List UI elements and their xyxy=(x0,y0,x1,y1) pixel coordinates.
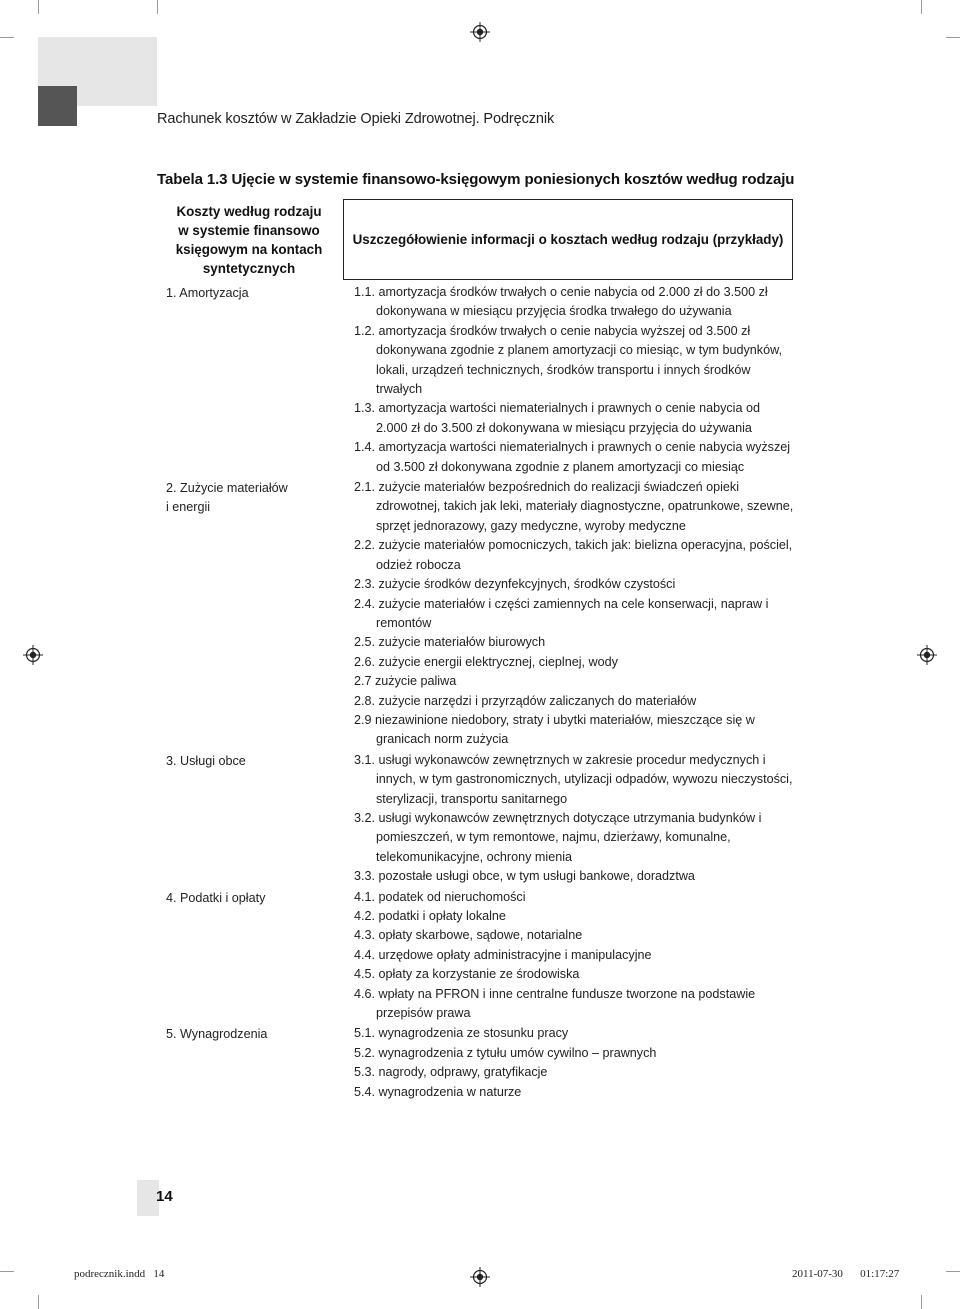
cost-details xyxy=(354,888,794,1024)
detail-item: 5.2. wynagrodzenia z tytułu umów cywilno – prawnych xyxy=(354,1045,657,1060)
cost-details xyxy=(354,478,794,750)
detail-item: 5.4. wynagrodzenia w naturze xyxy=(354,1084,522,1099)
detail-item: 1.2. amortyzacja środków trwałych o cenie nabycia wyższej od 3.500 zł dokonywana zgodnie z planem amortyzacji co miesiąc, w tym budynków, lokali, urządzeń technicznych, środków transportu i innych środków trwałych xyxy=(354,323,782,397)
table-header xyxy=(157,199,793,280)
crop-mark xyxy=(0,37,14,38)
table-row xyxy=(166,888,796,1024)
slug-file: podrecznik.indd 14 xyxy=(74,1268,165,1280)
cost-category: 1. Amortyzacja xyxy=(166,286,249,300)
table-title: Tabela 1.3 Ujęcie w systemie finansowo-księgowym poniesionych kosztów według rodzaju xyxy=(157,171,795,188)
cost-category: 2. Zużycie materiałów i energii xyxy=(166,481,288,515)
cost-category: 3. Usługi obce xyxy=(166,753,246,768)
corner-block-dark xyxy=(38,86,77,126)
detail-item: 2.1. zużycie materiałów bezpośrednich do realizacji świadczeń opieki zdrowotnej, takich jak leki, materiały diagnostyczne, opatrunkowe, szewne, sprzęt jednorazowy, gazy medyczne, wyroby medyczne xyxy=(354,480,794,533)
cost-category: 4. Podatki i opłaty xyxy=(166,890,266,905)
table-row xyxy=(166,478,796,750)
registration-mark-icon xyxy=(470,1267,490,1287)
cost-details xyxy=(354,1024,794,1102)
detail-item: 1.3. amortyzacja wartości niematerialnych i prawnych o cenie nabycia od 2.000 zł do 3.500 zł dokonywana w miesiącu przyjęcia do używania xyxy=(354,401,760,435)
detail-item: 1.1. amortyzacja środków trwałych o cenie nabycia od 2.000 zł do 3.500 zł dokonywana w miesiącu przyjęcia środka trwałego do używania xyxy=(354,285,768,319)
running-header: Rachunek kosztów w Zakładzie Opieki Zdrowotnej. Podręcznik xyxy=(157,111,555,127)
table-row xyxy=(166,751,796,887)
cost-category: 5. Wynagrodzenia xyxy=(166,1027,268,1042)
column-header-cost-types: Koszty według rodzaju w systemie finansowo księgowym na kontach syntetycznych xyxy=(175,203,323,276)
detail-item: 3.3. pozostałe usługi obce, w tym usługi bankowe, doradztwa xyxy=(354,869,695,884)
detail-item: 2.2. zużycie materiałów pomocniczych, takich jak: bielizna operacyjna, pościel, odzież robocza xyxy=(354,538,793,572)
detail-item: 2.5. zużycie materiałów biurowych xyxy=(354,635,546,650)
crop-mark xyxy=(946,1271,960,1272)
table-body xyxy=(166,283,796,1103)
detail-item: 5.3. nagrody, odprawy, gratyfikacje xyxy=(354,1065,548,1080)
crop-mark xyxy=(946,37,960,38)
detail-item: 4.2. podatki i opłaty lokalne xyxy=(354,909,506,923)
detail-item: 1.4. amortyzacja wartości niematerialnych i prawnych o cenie nabycia wyższej od 3.500 zł dokonywana zgodnie z planem amortyzacji co miesiąc xyxy=(354,440,791,474)
detail-item: 2.3. zużycie środków dezynfekcyjnych, środków czystości xyxy=(354,577,676,592)
table-row xyxy=(166,1024,796,1102)
slug-timestamp: 2011-07-30 01:17:27 xyxy=(792,1268,900,1280)
cost-details xyxy=(354,751,794,887)
registration-mark-icon xyxy=(470,22,490,42)
crop-mark xyxy=(38,0,39,14)
column-header-details: Uszczegółowienie informacji o kosztach według rodzaju (przykłady) xyxy=(343,199,793,280)
detail-item: 4.6. wpłaty na PFRON i inne centralne fundusze tworzone na podstawie przepisów prawa xyxy=(354,986,756,1021)
crop-mark xyxy=(921,1295,922,1309)
detail-item: 2.4. zużycie materiałów i części zamiennych na cele konserwacji, napraw i remontów xyxy=(354,596,769,630)
crop-mark xyxy=(0,1271,14,1272)
crop-mark xyxy=(38,1295,39,1309)
page-number: 14 xyxy=(156,1188,173,1205)
crop-mark xyxy=(921,0,922,14)
detail-item: 2.9 niezawinione niedobory, straty i ubytki materiałów, mieszczące się w granicach norm zużycia xyxy=(354,712,755,747)
detail-item: 4.5. opłaty za korzystanie ze środowiska xyxy=(354,967,580,982)
detail-item: 3.2. usługi wykonawców zewnętrznych dotyczące utrzymania budynków i pomieszczeń, w tym remontowe, najmu, dzierżawy, komunalne, telekomunikacyjne, ochrony mienia xyxy=(354,810,762,864)
registration-mark-icon xyxy=(917,645,937,665)
cost-details xyxy=(354,283,794,477)
detail-item: 2.8. zużycie narzędzi i przyrządów zaliczanych do materiałów xyxy=(354,693,697,708)
detail-item: 2.6. zużycie energii elektrycznej, cieplnej, wody xyxy=(354,654,618,669)
detail-item: 2.7 zużycie paliwa xyxy=(354,674,457,689)
detail-item: 4.3. opłaty skarbowe, sądowe, notarialne xyxy=(354,928,583,943)
detail-item: 4.4. urzędowe opłaty administracyjne i manipulacyjne xyxy=(354,947,652,962)
table-row xyxy=(166,283,796,477)
crop-mark xyxy=(157,0,158,14)
detail-item: 5.1. wynagrodzenia ze stosunku pracy xyxy=(354,1026,569,1041)
detail-item: 3.1. usługi wykonawców zewnętrznych w zakresie procedur medycznych i innych, w tym gastronomicznych, utylizacji odpadów, wywozu nieczystości, sterylizacji, transportu sanitarnego xyxy=(354,752,793,806)
registration-mark-icon xyxy=(23,645,43,665)
detail-item: 4.1. podatek od nieruchomości xyxy=(354,889,526,904)
